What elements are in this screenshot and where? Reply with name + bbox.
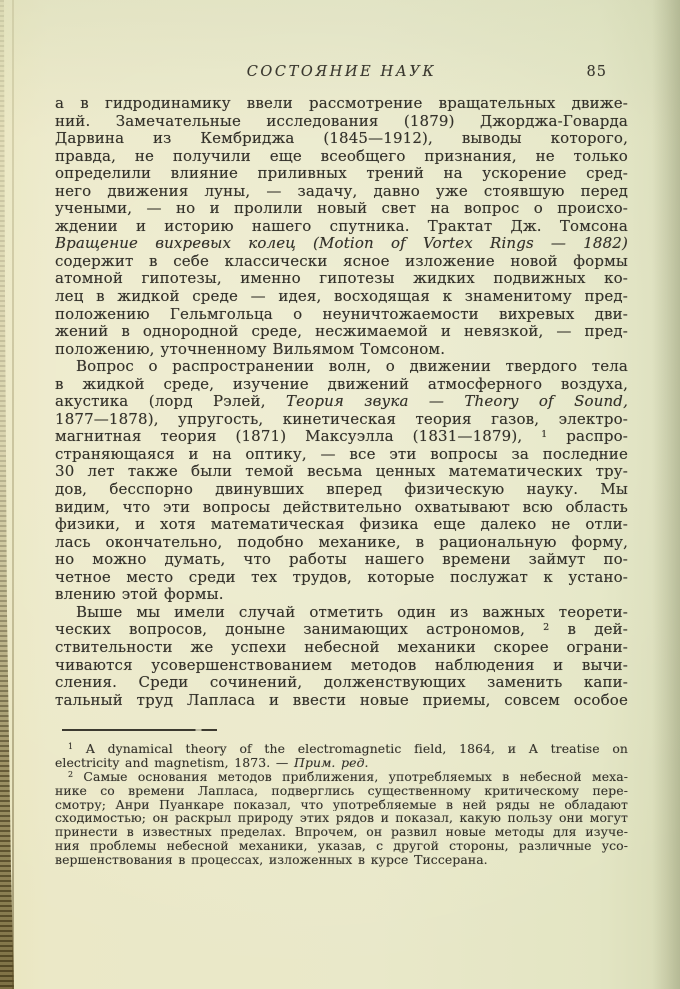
body-text-line [55,499,628,517]
body-text-line [55,639,628,657]
text-run: а в гидродинамику ввели рассмотрение вращательных движе- [55,95,628,112]
text-run: положению Гельмгольца о неуничтожаемости вихревых дви- [55,305,628,323]
text-run: влению этой формы. [55,586,224,604]
text-run: electricity and magnetism, 1873. — [55,755,295,770]
text-run: атомной гипотезы, именно гипотезы жидких подвижных ко- [55,270,628,288]
text-run: тальный труд Лапласа и ввести новые приемы, совсем особое [55,691,628,709]
text-run: Дарвина из Кембриджа (1845—1912), выводы которого, [55,130,628,148]
text-run: дов, бесспорно двинувших вперед физическую науку. Мы [55,481,628,499]
body-text-line [55,481,628,499]
text-run: ний. Замечательные исследования (1879) Джорджа-Говарда [55,112,628,130]
text-run: четное место среди тех трудов, которые послужат к устано- [55,568,628,586]
footnote-line [55,839,628,853]
text-run: жений в однородной среде, несжимаемой и невязкой, — пред- [55,323,628,341]
footnotes-block [55,742,628,867]
text-run: вершенствования в процессах, изложенных в курсе Тиссерана. [55,853,488,868]
body-text-line [55,165,628,183]
footnote-line [55,825,628,839]
text-run: A dynamical theory of the electromagnetic field, 1864, и A treatise on [73,742,628,756]
text-run: в дей- [549,621,628,639]
body-text-line [55,446,628,464]
text-run: чиваются усовершенствованием методов наблюдения и вычи- [55,656,628,674]
footnote-line [55,798,628,812]
text-run: 1877—1878), упругость, кинетическая теория газов, электро- [55,410,628,428]
body-text-line [55,393,628,411]
text-run: содержит в себе классически ясное изложение новой формы [55,252,628,270]
body-text-line [55,428,628,446]
text-run: магнитная теория (1871) Максуэлла (1831—1879), [55,428,542,446]
italic-run: Теория звука — Theory of Sound, [285,393,628,411]
text-run: ния проблемы небесной механики, указав, с другой стороны, различные усо- [55,839,628,854]
body-text-line [55,270,628,288]
page-crease [12,0,14,989]
footnote-line [55,811,628,825]
text-run: него движения луны, — задачу, давно уже стоявшую перед [55,182,628,200]
italic-run: Прим. ред. [294,755,369,770]
body-text-line [55,235,628,253]
footnote-line [55,770,628,784]
body-text-line [55,463,628,481]
text-run: ческих вопросов, доныне занимающих астрономов, [55,621,544,639]
body-text-line [55,113,628,131]
text-run: физики, и хотя математическая физика еще далеко не отли- [55,516,628,534]
body-text-line [55,621,628,639]
text-run: учеными, — но и пролили новый свет на вопрос о происхо- [55,200,628,218]
text-run: ствительности же успехи небесной механики скорее ограни- [55,638,628,656]
body-text-line [55,253,628,271]
footnote-line [55,742,628,756]
body-text-line [55,95,628,113]
body-text-line [55,183,628,201]
body-text-line [55,604,628,622]
text-run: определили влияние приливных трений на ускорение сред- [55,165,628,183]
footnote-line [55,756,628,770]
text-run: Самые основания методов приближения, употребляемых в небесной меха- [73,769,628,784]
body-text-line [55,569,628,587]
text-run: нике со времени Лапласа, подверглись существенному критическому пере- [55,783,628,798]
text-run: сходимостью; он раскрыл природу этих рядов и показал, какую пользу они могут [55,811,628,826]
page-header [55,64,628,86]
text-run: сления. Среди сочинений, долженствующих заменить капи- [55,674,628,692]
body-text-line [55,130,628,148]
footnote-separator [62,729,217,731]
text-run: Выше мы имели случай отметить один из важных теорети- [76,603,628,621]
page-number: 85 [586,64,607,80]
running-title: СОСТОЯНИЕ НАУК [246,64,437,80]
body-text-line [55,306,628,324]
body-text-line [55,148,628,166]
body-text-line [55,358,628,376]
body-text-block [55,95,628,709]
text-run: ждении и историю нашего спутника. Трактат Дж. Томсона [55,217,628,235]
body-text-line [55,218,628,236]
body-text-line [55,657,628,675]
body-text-line [55,200,628,218]
page-right-shadow [652,0,680,989]
footnote-marker: 2 [68,769,74,779]
text-run: распро- [547,428,628,446]
text-run: 30 лет также были темой весьма ценных математических тру- [55,463,628,481]
text-run: лец в жидкой среде — идея, восходящая к знаменитому пред- [55,288,628,306]
text-run: положению, уточненному Вильямом Томсоном. [55,340,446,358]
text-run: видим, что эти вопросы действительно охватывают всю область [55,498,628,516]
body-text-line [55,516,628,534]
body-text-line [55,551,628,569]
body-text-line [55,288,628,306]
italic-run: Вращение вихревых колец (Motion of Vortex Rings — 1882) [55,235,628,253]
text-run: в жидкой среде, изучение движений атмосферного воздуха, [55,375,628,393]
footnote-marker: 2 [543,621,550,633]
text-run: акустика (лорд Рэлей, [55,393,286,411]
body-text-line [55,586,628,604]
text-run: правда, не получили еще всеобщего признания, не только [55,147,628,165]
text-run: Вопрос о распространении волн, о движении твердого тела [76,358,628,376]
footnote-marker: 1 [541,428,548,440]
body-text-line [55,692,628,710]
footnote-line [55,853,628,867]
footnote-line [55,784,628,798]
body-text-line [55,534,628,552]
text-run: смотру; Анри Пуанкаре показал, что употребляемые в ней ряды не обладают [55,797,628,812]
body-text-line [55,411,628,429]
body-text-line [55,323,628,341]
body-text-line [55,341,628,359]
text-run: лась окончательно, подобно механике, в рациональную форму, [55,533,628,551]
body-text-line [55,674,628,692]
footnote-marker: 1 [68,742,74,752]
text-run: принести в известных пределах. Впрочем, он развил новые методы для изуче- [55,825,628,840]
text-run: но можно думать, что работы нашего времени займут по- [55,551,628,569]
text-run: страняющаяся и на оптику, — все эти вопросы за последние [55,445,628,463]
body-text-line [55,376,628,394]
